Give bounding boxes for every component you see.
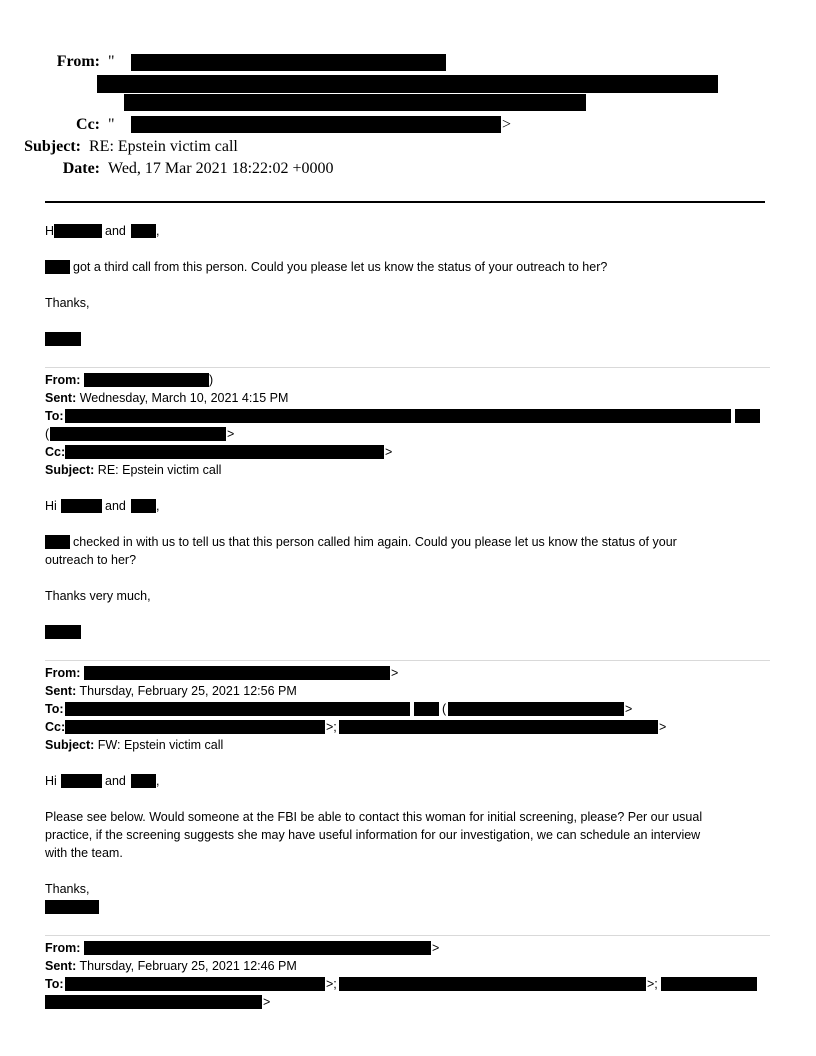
q1-body-line1: checked in with us to tell us that this person called him again. Could you please let us know the status of your — [73, 535, 677, 549]
redaction — [65, 445, 384, 459]
redaction — [50, 427, 226, 441]
q3-to-sep2: >; — [647, 977, 658, 991]
redaction — [131, 224, 156, 238]
redaction — [45, 625, 81, 639]
q3-to-label: To: — [45, 977, 64, 991]
q2-greeting-hi: Hi — [45, 774, 57, 788]
redaction — [61, 774, 102, 788]
q1-subject-row — [45, 461, 221, 479]
message-body: got a third call from this person. Could you please let us know the status of your outreach to her? — [73, 260, 608, 274]
q1-greeting-comma: , — [156, 499, 160, 513]
q3-sent-value: Thursday, February 25, 2021 12:46 PM — [79, 959, 297, 973]
redaction — [65, 720, 325, 734]
q1-signoff: Thanks very much, — [45, 589, 151, 603]
redaction — [45, 260, 70, 274]
q2-from-label: From: — [45, 666, 81, 680]
q1-from-label: From: — [45, 373, 81, 387]
q2-sent-row — [45, 682, 297, 700]
redaction — [131, 54, 446, 71]
redaction — [65, 977, 325, 991]
q1-to-paren: ( — [45, 427, 50, 441]
q2-sent-label: Sent: — [45, 684, 77, 698]
q1-greeting-hi: Hi — [45, 499, 57, 513]
q2-to-paren: ( — [442, 702, 447, 716]
greeting-and: and — [105, 224, 126, 238]
quote-divider — [45, 935, 770, 936]
redaction — [84, 941, 431, 955]
q2-body-line3: with the team. — [45, 846, 123, 860]
q2-greeting-and: and — [105, 774, 126, 788]
redaction — [448, 702, 624, 716]
redaction — [84, 666, 390, 680]
header-from-row — [0, 53, 115, 71]
q3-sent-label: Sent: — [45, 959, 77, 973]
redaction — [65, 702, 410, 716]
q1-cc-label: Cc: — [45, 445, 66, 459]
q1-subject-value: RE: Epstein victim call — [97, 463, 222, 477]
redaction — [661, 977, 757, 991]
q2-from-close: > — [391, 666, 399, 680]
cc-close: > — [502, 116, 512, 133]
q1-to-close: > — [227, 427, 235, 441]
q1-sent-value: Wednesday, March 10, 2021 4:15 PM — [79, 391, 289, 405]
redaction — [339, 977, 646, 991]
header-divider — [45, 201, 765, 203]
q2-to-close: > — [625, 702, 633, 716]
q3-to-close: > — [263, 995, 271, 1009]
redaction — [131, 499, 156, 513]
q1-subject-label: Subject: — [45, 463, 95, 477]
q2-cc-label: Cc: — [45, 720, 66, 734]
q2-subject-value: FW: Epstein victim call — [97, 738, 224, 752]
q3-from-close: > — [432, 941, 440, 955]
q2-greeting-comma: , — [156, 774, 160, 788]
q2-body-line2: practice, if the screening suggests she may have useful information for our investigation, we can schedule an interview — [45, 828, 701, 842]
q1-from-tail: ) — [209, 373, 214, 387]
redaction — [45, 535, 70, 549]
redaction — [65, 409, 731, 423]
greeting-comma: , — [156, 224, 160, 238]
redaction — [97, 75, 718, 93]
q3-sent-row — [45, 957, 297, 975]
q1-sent-label: Sent: — [45, 391, 77, 405]
greeting-h: H — [45, 224, 55, 238]
redaction — [131, 116, 501, 133]
q3-from-label: From: — [45, 941, 81, 955]
q1-greeting-and: and — [105, 499, 126, 513]
signoff: Thanks, — [45, 296, 90, 310]
subject-value: RE: Epstein victim call — [89, 138, 238, 155]
redaction — [124, 94, 586, 111]
redaction — [45, 900, 99, 914]
quote-divider — [45, 367, 770, 368]
redaction — [45, 332, 81, 346]
redaction — [45, 995, 262, 1009]
q2-body-line1: Please see below. Would someone at the FBI be able to contact this woman for initial screening, please? Per our usual — [45, 810, 703, 824]
date-value: Wed, 17 Mar 2021 18:22:02 +0000 — [108, 160, 334, 177]
q1-to-label: To: — [45, 409, 64, 423]
redaction — [84, 373, 209, 387]
header-date-row — [0, 160, 334, 178]
redaction — [414, 702, 439, 716]
cc-label: Cc: — [76, 116, 100, 133]
redaction — [131, 774, 156, 788]
header-subject-row — [0, 138, 238, 156]
q2-cc-sep: >; — [326, 720, 337, 734]
q2-sent-value: Thursday, February 25, 2021 12:56 PM — [79, 684, 297, 698]
redaction — [735, 409, 760, 423]
q2-signoff: Thanks, — [45, 882, 90, 896]
q2-to-label: To: — [45, 702, 64, 716]
header-cc-row — [0, 116, 115, 134]
quote-divider — [45, 660, 770, 661]
from-open-quote: " — [108, 53, 115, 70]
q1-cc-close: > — [385, 445, 393, 459]
redaction — [54, 224, 102, 238]
q2-subject-row — [45, 736, 223, 754]
date-label: Date: — [62, 160, 100, 177]
q2-subject-label: Subject: — [45, 738, 95, 752]
redaction — [339, 720, 658, 734]
q3-to-sep1: >; — [326, 977, 337, 991]
subject-label: Subject: — [24, 138, 81, 155]
from-label: From: — [56, 53, 100, 70]
redaction — [61, 499, 102, 513]
q1-sent-row — [45, 389, 288, 407]
q1-body-line2: outreach to her? — [45, 553, 137, 567]
cc-open-quote: " — [108, 116, 115, 133]
q2-cc-close: > — [659, 720, 667, 734]
